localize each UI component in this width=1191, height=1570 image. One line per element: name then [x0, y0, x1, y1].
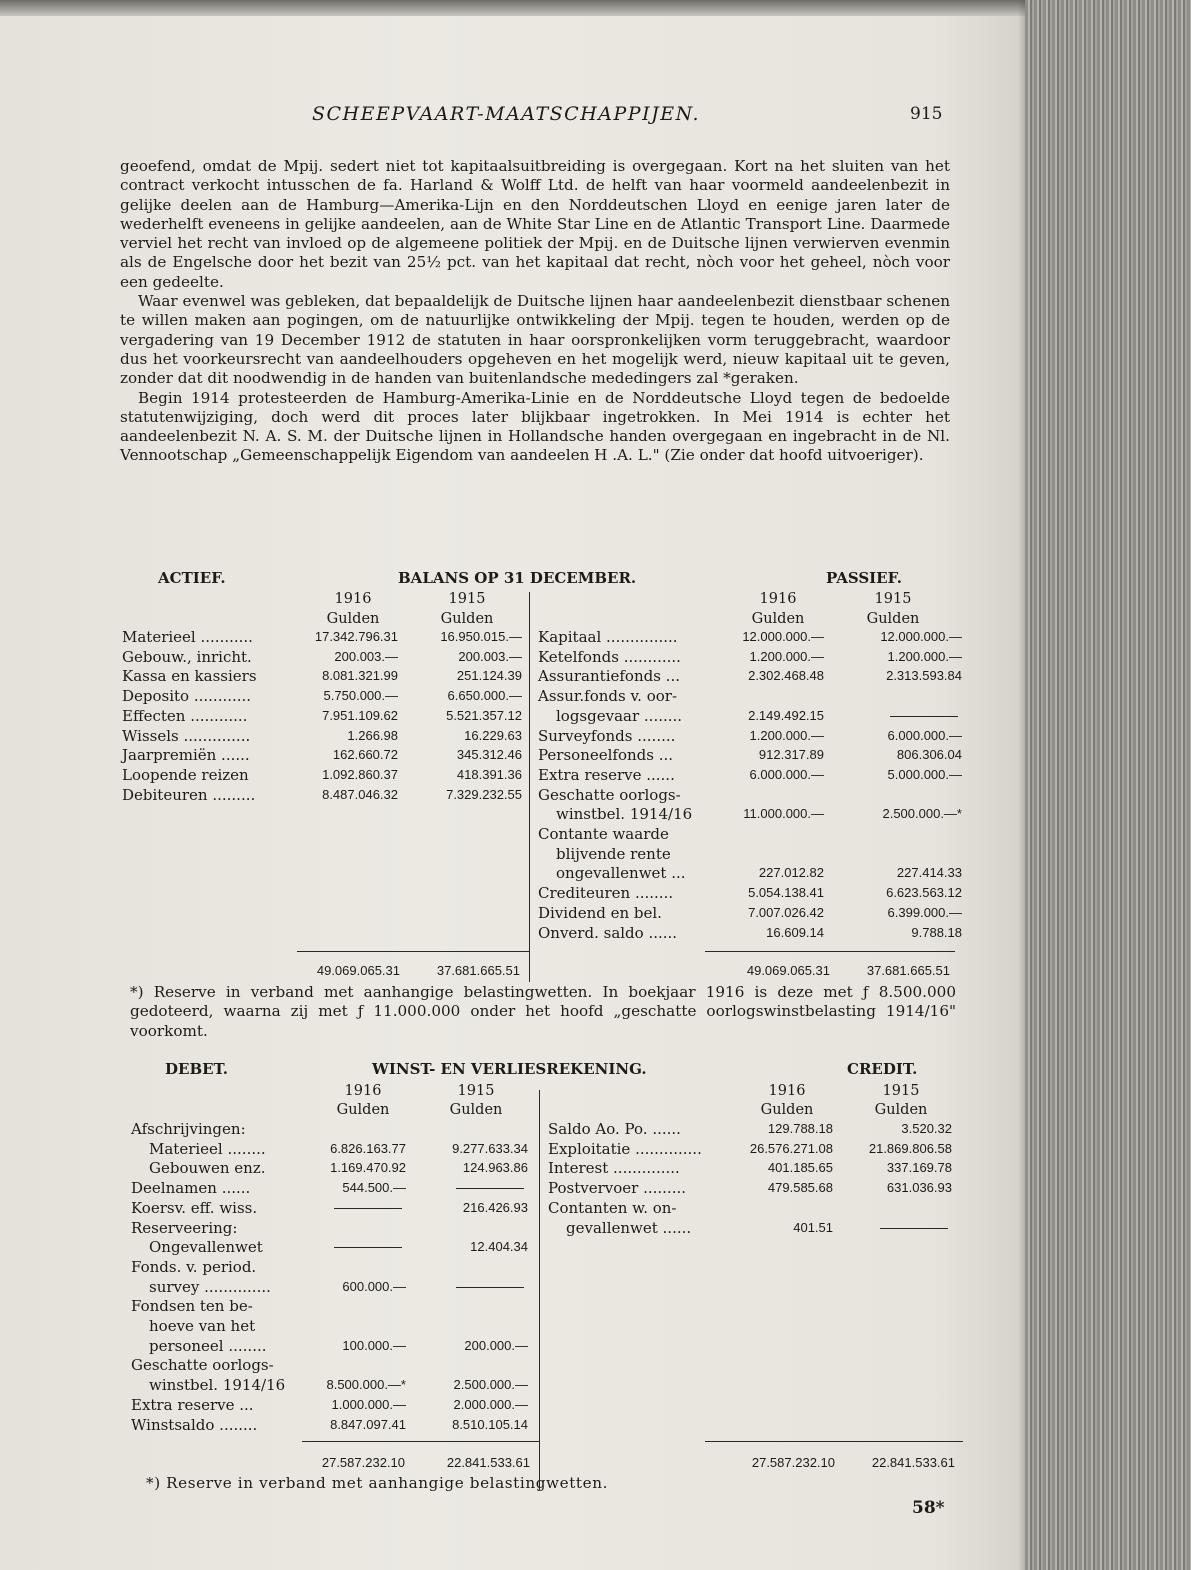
actief-value-v1916: 17.342.796.31 [314, 629, 398, 644]
top-shadow [0, 0, 1035, 16]
winst-unit-left-1915: Gulden [449, 1102, 503, 1118]
winst-unit-left-1916: Gulden [336, 1102, 390, 1118]
passief-value-v1916: 1.200.000.— [749, 727, 824, 743]
balans-year-1915-left: 1915 [448, 591, 486, 607]
winst-total-right-1915: 22.841.533.61 [871, 1455, 955, 1470]
actief-value-v1916: 5.750.000.— [323, 688, 398, 704]
balans-footnote: *) Reserve in verband met aanhangige belastingwetten. In boekjaar 1916 is deze met ƒ 8.500.000 gedoteerd, waarna zij met ƒ 11.000.000 onder het hoofd „geschatte oorlogswinstbelasting 1914/16" voorkomt. [130, 983, 956, 1040]
passief-value-v1916: 5.054.138.41 [748, 885, 824, 901]
passief-value-v1915: 9.788.18 [911, 924, 962, 940]
actief-value-v1916: 1.092.860.37 [322, 766, 398, 782]
winst-total-left-1915: 22.841.533.61 [446, 1455, 530, 1470]
debet-row-label: Winstsaldo ........ [131, 1415, 258, 1434]
passief-value-v1915: 12.000.000.— [880, 629, 962, 644]
balans-total-left-1916: 49.069.065.31 [316, 963, 400, 978]
debet-row-label: personeel ........ [149, 1336, 267, 1355]
passief-value-v1915: 6.399.000.— [887, 904, 962, 920]
passief-value-v1916: 7.007.026.42 [748, 904, 824, 920]
debet-value-v1915: 9.277.633.34 [452, 1140, 528, 1156]
debet-row-label: Gebouwen enz. [149, 1159, 266, 1178]
actief-row-label: Wissels .............. [122, 726, 251, 745]
debet-row-label: Materieel ........ [149, 1139, 266, 1158]
passief-row-label: Crediteuren ........ [538, 884, 674, 903]
debet-value-v1916: 600.000.— [342, 1278, 406, 1294]
actief-value-v1915: 16.229.63 [464, 727, 522, 743]
credit-row-label: Saldo Ao. Po. ...... [548, 1120, 681, 1138]
passief-value-v1915: 6.623.563.12 [886, 885, 962, 901]
balans-left-heading: ACTIEF. [158, 569, 226, 587]
debet-row-label: Ongevallenwet [149, 1238, 263, 1257]
winst-title: WINST- EN VERLIESREKENING. [372, 1060, 647, 1078]
balans-right-rule [705, 951, 955, 952]
actief-value-v1915: 7.329.232.55 [446, 786, 522, 802]
balans-year-1916-left: 1916 [334, 591, 372, 607]
passief-row-label: Ketelfonds ............ [538, 647, 681, 666]
credit-row-label: Postvervoer ......... [548, 1179, 686, 1198]
debet-value-v1915: 2.500.000.— [453, 1377, 528, 1393]
balans-divider [529, 592, 530, 982]
debet-value-v1915: 124.963.86 [462, 1160, 528, 1176]
winst-year-1915-right: 1915 [882, 1083, 920, 1099]
debet-dash-v1916 [334, 1208, 402, 1209]
actief-value-v1915: 418.391.36 [456, 766, 522, 782]
winst-right-rule [705, 1441, 963, 1442]
balans-year-1916-right: 1916 [759, 591, 797, 607]
paragraph-3: Begin 1914 protesteerden de Hamburg-Amerika-Linie en de Norddeutsche Lloyd tegen de bedoelde statutenwijziging, doch werd dit proces later blijkbaar ingetrokken. In Mei 1914 is echter het aandeelenbezit N. A. S. M. der Duitsche lijnen in Hollandsche handen overgegaan en ingebracht in de Nl. Vennootschap „Gemeenschappelijk Eigendom van aandeelen H .A. L." (Zie onder dat hoofd uitvoeriger). [120, 388, 950, 465]
debet-row-label: hoeve van het [149, 1317, 256, 1335]
actief-value-v1916: 200.003.— [334, 648, 398, 664]
debet-row-label: Koersv. eff. wiss. [131, 1198, 258, 1217]
debet-value-v1915: 12.404.34 [470, 1239, 528, 1255]
debet-value-v1916: 100.000.— [342, 1337, 406, 1353]
actief-row-label: Materieel ........... [122, 628, 253, 646]
page-number: 915 [910, 104, 943, 124]
actief-value-v1915: 345.312.46 [456, 747, 522, 763]
actief-row-label: Gebouw., inricht. [122, 647, 252, 666]
debet-value-v1916: 8.847.097.41 [330, 1416, 406, 1432]
debet-row-label: survey .............. [149, 1277, 271, 1296]
actief-row-label: Jaarpremiën ...... [122, 746, 250, 765]
winst-year-1916-right: 1916 [768, 1083, 806, 1099]
passief-value-v1915: 1.200.000.— [887, 648, 962, 664]
balans-unit-left-1915: Gulden [440, 611, 494, 627]
balans-left-rule [297, 951, 530, 952]
actief-value-v1916: 8.081.321.99 [322, 668, 398, 684]
book-page-edges [1025, 0, 1191, 1570]
actief-value-v1916: 162.660.72 [332, 747, 398, 763]
debet-dash-v1915 [456, 1287, 524, 1288]
actief-row-label: Debiteuren ......... [122, 785, 256, 804]
credit-row-label: Interest .............. [548, 1159, 680, 1178]
passief-dash-v1915 [890, 716, 958, 717]
passief-value-v1915: 2.500.000.—* [882, 806, 962, 822]
actief-row-label: Effecten ............ [122, 706, 248, 725]
credit-value-v1915: 337.169.78 [886, 1160, 952, 1176]
passief-value-v1916: 16.609.14 [766, 924, 824, 940]
balans-year-1915-right: 1915 [874, 591, 912, 607]
passief-row-label: Kapitaal ............... [538, 628, 678, 646]
passief-row-label: Onverd. saldo ...... [538, 923, 678, 942]
debet-value-v1916: 1.000.000.— [331, 1396, 406, 1412]
actief-value-v1916: 8.487.046.32 [322, 786, 398, 802]
debet-dash-v1915 [456, 1188, 524, 1189]
winst-unit-right-1916: Gulden [760, 1102, 814, 1118]
winst-footnote: *) Reserve in verband met aanhangige belastingwetten. [146, 1474, 609, 1492]
passief-row-label: Contante waarde [538, 825, 669, 843]
balans-total-right-1916: 49.069.065.31 [746, 963, 830, 978]
balans-right-heading: PASSIEF. [826, 569, 902, 587]
debet-value-v1915: 216.426.93 [462, 1199, 528, 1215]
debet-value-v1916: 6.826.163.77 [330, 1140, 406, 1156]
actief-value-v1915: 6.650.000.— [447, 688, 522, 704]
debet-row-label: winstbel. 1914/16 [149, 1376, 286, 1395]
winst-left-heading: DEBET. [165, 1060, 229, 1078]
passief-row-label: blijvende rente [556, 844, 671, 863]
actief-row-label: Kassa en kassiers [122, 667, 257, 686]
debet-value-v1916: 8.500.000.—* [326, 1377, 406, 1393]
passief-value-v1916: 2.302.468.48 [748, 668, 824, 684]
debet-row-label: Afschrijvingen: [131, 1120, 246, 1138]
debet-row-label: Fonds. v. period. [131, 1257, 257, 1276]
passief-row-label: ongevallenwet ... [556, 864, 686, 883]
balans-unit-left-1916: Gulden [326, 611, 380, 627]
passief-value-v1915: 6.000.000.— [887, 727, 962, 743]
winst-total-left-1916: 27.587.232.10 [321, 1455, 405, 1470]
credit-value-v1916: 129.788.18 [767, 1121, 833, 1136]
credit-value-v1916: 401.51 [793, 1219, 833, 1235]
passief-value-v1915: 5.000.000.— [887, 766, 962, 782]
debet-row-label: Fondsen ten be- [131, 1297, 253, 1316]
passief-row-label: Assur.fonds v. oor- [538, 687, 678, 706]
winst-divider [539, 1090, 540, 1490]
winst-year-1916-left: 1916 [344, 1083, 382, 1099]
passief-value-v1915: 2.313.593.84 [886, 668, 962, 684]
running-header: SCHEEPVAART-MAATSCHAPPIJEN. [312, 103, 701, 125]
debet-value-v1915: 2.000.000.— [453, 1396, 528, 1412]
debet-value-v1915: 8.510.105.14 [452, 1416, 528, 1432]
credit-value-v1916: 26.576.271.08 [749, 1140, 833, 1156]
actief-row-label: Deposito ............ [122, 687, 252, 706]
credit-value-v1915: 3.520.32 [901, 1121, 952, 1136]
debet-row-label: Geschatte oorlogs- [131, 1356, 274, 1375]
passief-value-v1916: 227.012.82 [758, 865, 824, 881]
actief-value-v1915: 5.521.357.12 [446, 707, 522, 723]
passief-value-v1916: 912.317.89 [758, 747, 824, 763]
credit-dash-v1915 [880, 1228, 948, 1229]
passief-value-v1916: 12.000.000.— [742, 629, 824, 644]
winst-right-heading: CREDIT. [847, 1060, 918, 1078]
passief-value-v1915: 227.414.33 [896, 865, 962, 881]
signature-mark: 58* [912, 1498, 945, 1518]
passief-row-label: winstbel. 1914/16 [556, 805, 693, 824]
passief-value-v1916: 1.200.000.— [749, 648, 824, 664]
passief-value-v1916: 2.149.492.15 [748, 707, 824, 723]
passief-row-label: Surveyfonds ........ [538, 726, 676, 745]
credit-row-label: Contanten w. on- [548, 1198, 677, 1217]
actief-value-v1915: 251.124.39 [456, 668, 522, 684]
debet-row-label: Extra reserve ... [131, 1395, 254, 1414]
winst-total-right-1916: 27.587.232.10 [751, 1455, 835, 1470]
passief-row-label: Dividend en bel. [538, 903, 662, 922]
actief-value-v1915: 16.950.015.— [440, 629, 522, 644]
passief-row-label: Geschatte oorlogs- [538, 785, 681, 804]
passief-row-label: Assurantiefonds ... [538, 667, 680, 686]
passief-row-label: Extra reserve ...... [538, 765, 675, 784]
winst-unit-right-1915: Gulden [874, 1102, 928, 1118]
debet-dash-v1916 [334, 1247, 402, 1248]
passief-value-v1915: 806.306.04 [896, 747, 962, 763]
credit-value-v1916: 479.585.68 [767, 1180, 833, 1196]
paragraph-2: Waar evenwel was gebleken, dat bepaaldelijk de Duitsche lijnen haar aandeelenbezit dienstbaar schenen te willen maken aan pogingen, om de natuurlijke ontwikkeling der Mpij. tegen te houden, werden op de vergadering van 19 December 1912 de statuten in haar oorspronkelijken vorm teruggebracht, waardoor dus het voorkeursrecht van aandeelhouders opgeheven en het mogelijk werd, nieuw kapitaal uit te geven, zonder dat dit noodwendig in de handen van buitenlandsche mededingers zal *geraken. [120, 292, 950, 388]
credit-row-label: Exploitatie .............. [548, 1139, 702, 1158]
passief-value-v1916: 11.000.000.— [743, 806, 824, 822]
passief-row-label: Personeelfonds ... [538, 746, 674, 765]
actief-value-v1916: 7.951.109.62 [322, 707, 398, 723]
credit-value-v1915: 21.869.806.58 [868, 1140, 952, 1156]
actief-row-label: Loopende reizen [122, 765, 249, 784]
winst-year-1915-left: 1915 [457, 1083, 495, 1099]
body-text [120, 157, 950, 466]
balans-total-left-1915: 37.681.665.51 [436, 963, 520, 978]
actief-value-v1915: 200.003.— [458, 648, 522, 664]
paragraph-1: geoefend, omdat de Mpij. sedert niet tot kapitaalsuitbreiding is overgegaan. Kort na het sluiten van het contract verkocht intusschen de fa. Harland & Wolff Ltd. de helft van haar voormeld aandeelenbezit in gelijke deelen aan de Hamburg—Amerika-Lijn en den Norddeutschen Lloyd en eenige jaren later de wederhelft eveneens in gelijke aandeelen, aan de White Star Line en de Atlantic Transport Line. Daarmede verviel het recht van invloed op de algemeene politiek der Mpij. en de Duitsche lijnen verwierven evenmin als de Engelsche door het bezit van 25½ pct. van het kapitaal dat recht, nòch voor het geheel, nòch voor een gedeelte. [120, 157, 950, 291]
passief-value-v1916: 6.000.000.— [749, 766, 824, 782]
winst-left-rule [302, 1441, 540, 1442]
credit-row-label: gevallenwet ...... [566, 1218, 692, 1237]
actief-value-v1916: 1.266.98 [347, 727, 398, 743]
balans-total-right-1915: 37.681.665.51 [866, 963, 950, 978]
debet-row-label: Reserveering: [131, 1218, 238, 1237]
debet-value-v1916: 1.169.470.92 [330, 1160, 406, 1176]
balans-unit-right-1915: Gulden [866, 611, 920, 627]
credit-value-v1915: 631.036.93 [886, 1180, 952, 1196]
passief-row-label: logsgevaar ........ [556, 706, 683, 725]
debet-value-v1915: 200.000.— [464, 1337, 528, 1353]
balans-title: BALANS OP 31 DECEMBER. [398, 569, 637, 587]
credit-value-v1916: 401.185.65 [767, 1160, 833, 1176]
debet-value-v1916: 544.500.— [342, 1180, 406, 1196]
debet-row-label: Deelnamen ...... [131, 1179, 251, 1198]
balans-unit-right-1916: Gulden [751, 611, 805, 627]
